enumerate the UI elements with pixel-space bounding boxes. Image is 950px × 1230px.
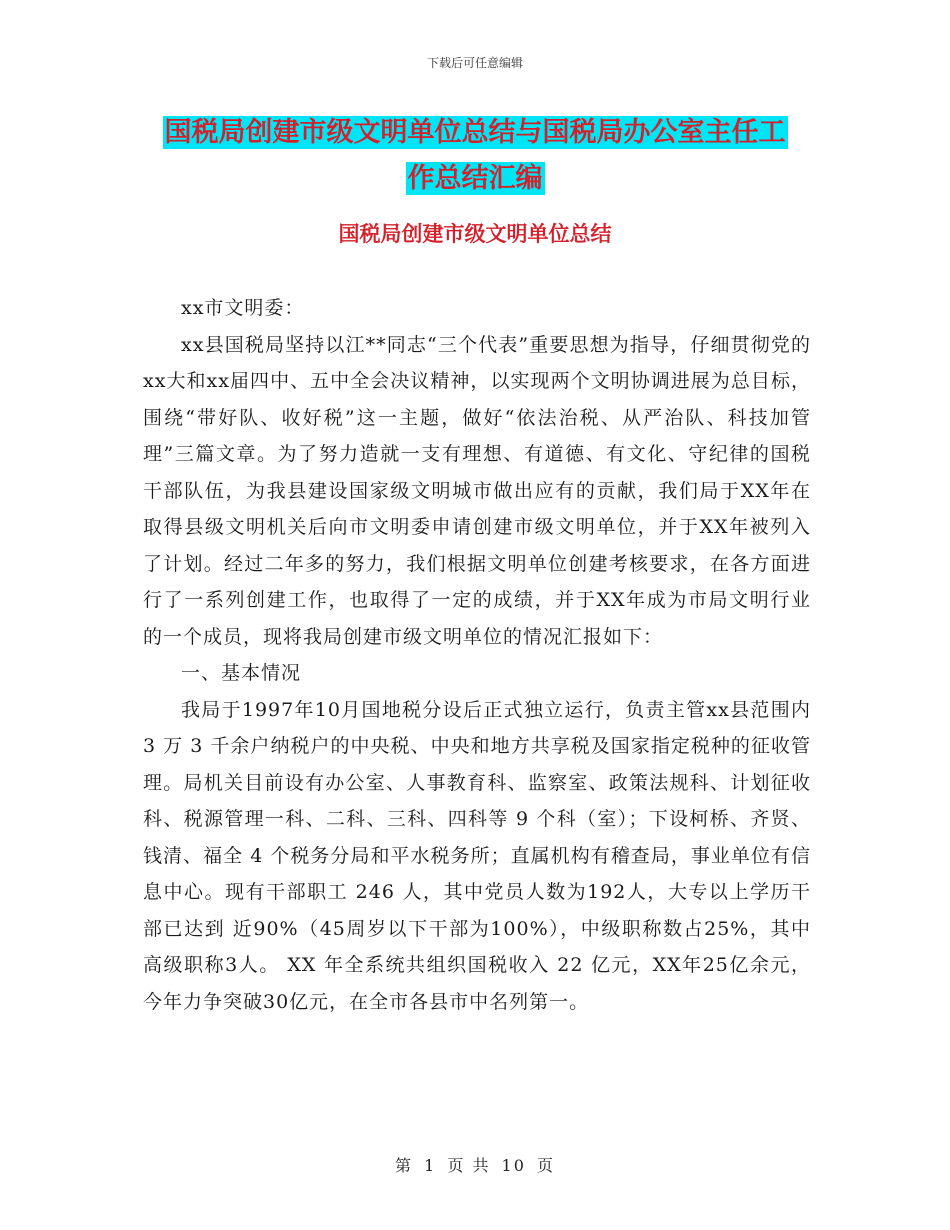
paragraph-basic-situation: 我局于1997年10月国地税分设后正式独立运行，负责主管xx县范围内 3 万 3 千余户纳税户的中央税、中央和地方共享税及国家指定税种的征收管理。局机关目前设有办公室、人事教育科、监察室、政策法规科、计划征收科、税源管理一科、二科、三科、四科等 9 个科（室）；下设柯桥、齐贤、钱清、福全 4 个税务分局和平水税务所；直属机构有稽查局，事业单位有信息中心。现有干部职工 246 人，其中党员人数为192人，大专以上学历干部已达到 近90%（45周岁以下干部为100%），中级职称数占25%，其中高级职称3人。 XX 年全系统共组织国税收入 22 亿元，XX年25亿余元，今年力争突破30亿元，在全市各县市中名列第一。	[143, 698, 811, 1013]
document-title-line-2: 作总结汇编	[407, 163, 543, 194]
footer-mid: 页 共	[447, 1156, 491, 1175]
footer-prefix: 第	[394, 1156, 413, 1175]
footer-total-pages: 10	[501, 1156, 526, 1175]
body-text	[143, 290, 811, 1020]
section-title: 国税局创建市级文明单位总结	[338, 222, 612, 246]
footer-page-number: 1	[424, 1156, 437, 1175]
document-title	[0, 110, 950, 202]
footer-suffix: 页	[537, 1156, 556, 1175]
heading-basic-situation: 一、基本情况	[181, 662, 302, 684]
paragraph-intro: xx县国税局坚持以江**同志“三个代表”重要思想为指导，仔细贯彻党的xx大和xx届四中、五中全会决议精神，以实现两个文明协调进展为总目标，围绕“带好队、收好税”这一主题，做好“依法治税、从严治队、科技加管理”三篇文章。为了努力造就一支有理想、有道德、有文化、守纪律的国税干部队伍，为我县建设国家级文明城市做出应有的贡献，我们局于XX年在取得县级文明机关后向市文明委申请创建市级文明单位，并于XX年被列入了计划。经过二年多的努力，我们根据文明单位创建考核要求，在各方面进行了一系列创建工作，也取得了一定的成绩，并于XX年成为市局文明行业的一个成员，现将我局创建市级文明单位的情况汇报如下：	[143, 333, 811, 648]
page-footer	[0, 1153, 950, 1176]
header-note: 下载后可任意编辑	[426, 56, 523, 70]
document-title-line-1: 国税局创建市级文明单位总结与国税局办公室主任工	[164, 117, 786, 148]
salutation: xx市文明委：	[181, 297, 305, 319]
